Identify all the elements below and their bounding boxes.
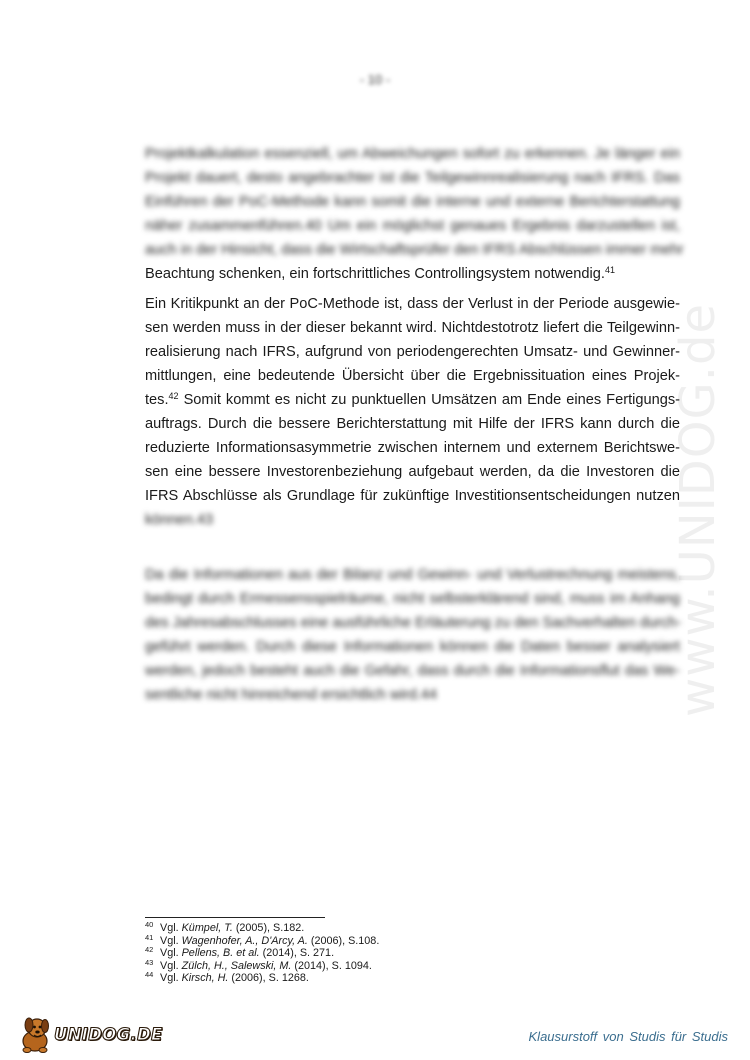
footnote-author: Kümpel, T. [181,922,233,934]
blurred-line: des Jahresabschlusses eine ausführliche Erläuterung zu den Sachverhalten durch- [145,615,682,631]
paragraph-2 [145,292,680,532]
footnote-rest: (2014), S. 1094. [291,959,372,972]
footnote-list [145,922,685,985]
footnote-rest: (2006), S. 1268. [228,972,309,985]
blurred-line: Projektkalkulation essenziell, um Abweichungen sofort zu erkennen. Je länger ein [145,146,680,162]
footnote [145,957,685,973]
footnote [145,947,685,960]
blurred-line: näher zusammenführen.40 Um ein möglichst genaues Ergebnis darzustellen ist, [145,218,680,234]
paragraph-line: reduzierte Informationsasymmetrie zwischen internem und externem Berichtswe- [145,440,680,456]
blurred-line: sentliche nicht hinreichend ersichtlich wird.44 [145,687,438,703]
footnote-number: 44 [145,970,154,980]
blurred-line: Einführen der PoC-Methode kann somit die interne und externe Berichterstattung [145,194,680,210]
dog-icon [18,1014,56,1054]
line-text: tes. [145,392,169,408]
paragraph-line: sen werden muss in der dieser bekannt wird. Nichtdestotrotz liefert die Teilgewinn- [145,320,680,336]
paragraph-line: mittlungen, eine bedeutende Übersicht über die Ergebnissituation eines Projek- [145,368,680,384]
footnote-number: 42 [145,945,154,955]
paragraph-line: IFRS Abschlüsse als Grundlage für zukünftige Investitionsentscheidungen nutzen [145,488,680,504]
paragraph-line: Ein Kritikpunkt an der PoC-Methode ist, dass der Verlust in der Periode ausgewie- [145,296,680,312]
footnote-number: 41 [145,932,154,942]
blurred-line: bedingt durch Ermessensspielräume, nicht selbsterklärend sind, muss im Anhang [145,591,680,607]
footnote-prefix: Vgl. [160,959,182,972]
blurred-line: auch in der Hinsicht, dass die Wirtschaftsprüfer den IFRS Abschlüssen immer mehr [145,242,684,258]
footnote-ref: 42 [168,391,179,401]
footnote-author: Zülch, H., Salewski, M. [181,959,292,972]
blurred-line: Da die Informationen aus der Bilanz und Gewinn- und Verlustrechnung meistens, [145,567,680,583]
footnote [145,972,685,985]
footnote-author: Wagenhofer, A., D'Arcy, A. [181,934,308,947]
footnote-divider [145,917,325,918]
footnote-rest: (2006), S.108. [307,934,380,947]
footnote-prefix: Vgl. [160,972,182,985]
paragraph-3 [145,563,680,707]
paragraph-line [145,388,680,412]
paragraph-line: sen eine bessere Investorenbeziehung aufgebaut werden, da die Investoren die [145,464,680,480]
footnote-author: Pellens, B. et al. [181,947,260,960]
blurred-line: werden, jedoch besteht auch die Gefahr, dass durch die Informationsflut das We- [145,663,680,679]
tagline: Klausurstoff von Studis für Studis [528,1029,728,1044]
watermark-text: www.UNIDOG.de [670,302,727,718]
footnote [145,932,685,948]
footnote-rest: (2005), S.182. [232,922,305,934]
footnote-author: Kirsch, H. [181,972,229,985]
line-text: Beachtung schenken, ein fortschrittliches Controllingsystem notwendig. [145,266,605,282]
footnote [145,922,685,935]
unidog-logo[interactable] [18,1014,163,1054]
footnote-prefix: Vgl. [160,947,182,960]
blurred-line: Projekt dauert, desto angebrachter ist die Teilgewinnrealisierung nach IFRS. Das [145,170,680,186]
paragraph-line: realisierung nach IFRS, aufgrund von periodengerechten Umsatz- und Gewinner- [145,344,680,360]
paragraph-1 [145,142,684,286]
footnote-prefix: Vgl. [160,922,182,934]
footnote-ref: 41 [604,265,615,275]
blurred-line: können.43 [145,512,214,528]
page-number: - 10 - [359,72,391,87]
footnote-number: 43 [145,957,154,967]
footnote-rest: (2014), S. 271. [259,947,335,960]
blurred-line: geführt werden. Durch diese Informationen können die Daten besser analysiert [145,639,680,655]
paragraph-line [145,262,680,286]
line-text: Somit kommt es nicht zu punktuellen Umsätzen am Ende eines Fertigungs- [178,392,680,408]
footnote-number: 40 [145,920,154,929]
logo-text: UNIDOG.DE [54,1024,163,1044]
paragraph-line: auftrags. Durch die bessere Berichterstattung mit Hilfe der IFRS kann durch die [145,416,680,432]
footnote-prefix: Vgl. [160,934,182,947]
